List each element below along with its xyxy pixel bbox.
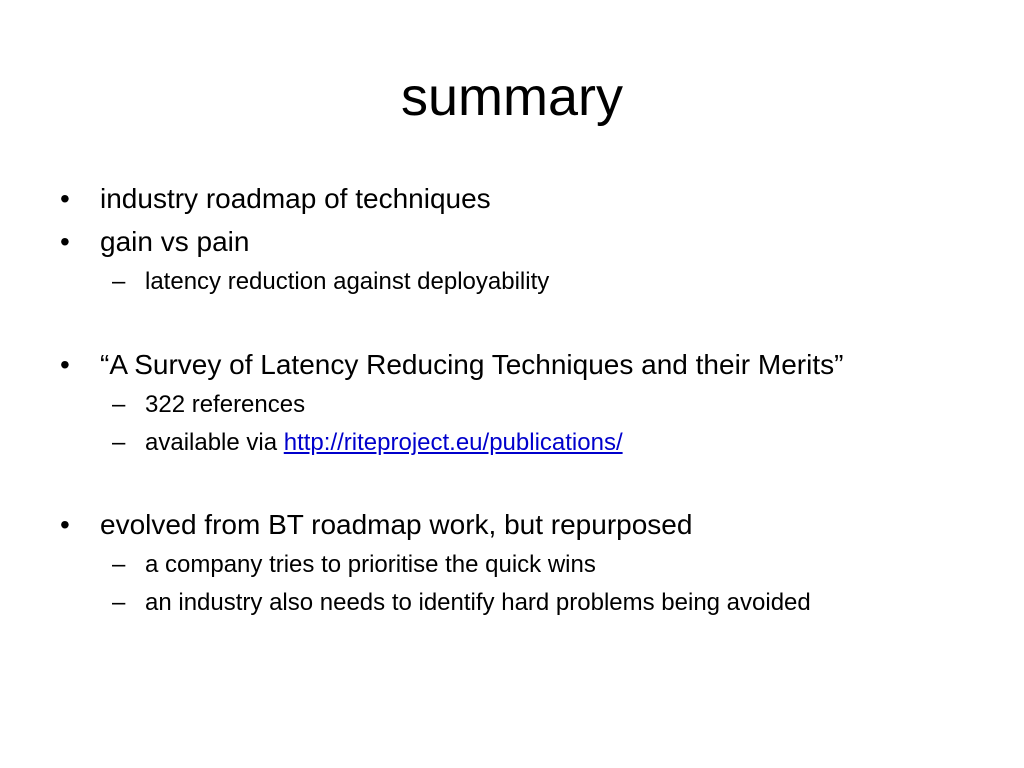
available-via-label: available via xyxy=(145,429,284,456)
bullet-gain-vs-pain: gain vs pain xyxy=(100,226,250,257)
publications-link[interactable]: http://riteproject.eu/publications/ xyxy=(283,429,623,456)
subbullet-latency-reduction: latency reduction against deployability xyxy=(145,268,550,295)
dash-icon: – xyxy=(112,551,126,578)
bullet-icon: • xyxy=(60,509,70,540)
bullet-industry-roadmap: industry roadmap of techniques xyxy=(100,183,491,214)
slide-title: summary xyxy=(400,67,623,127)
bullet-evolved-from-bt: evolved from BT roadmap work, but repurposed xyxy=(100,509,693,540)
bullet-survey-title: “A Survey of Latency Reducing Techniques and their Merits” xyxy=(100,349,844,380)
dash-icon: – xyxy=(112,589,126,616)
bullet-icon: • xyxy=(60,226,70,257)
dash-icon: – xyxy=(112,268,126,295)
dash-icon: – xyxy=(112,429,126,456)
subbullet-hard-problems: an industry also needs to identify hard problems being avoided xyxy=(145,589,811,616)
bullet-icon: • xyxy=(60,183,70,214)
dash-icon: – xyxy=(112,391,126,418)
bullet-icon: • xyxy=(60,349,70,380)
subbullet-available-via xyxy=(145,428,623,458)
subbullet-references: 322 references xyxy=(145,391,306,418)
subbullet-quick-wins: a company tries to prioritise the quick wins xyxy=(145,551,596,578)
